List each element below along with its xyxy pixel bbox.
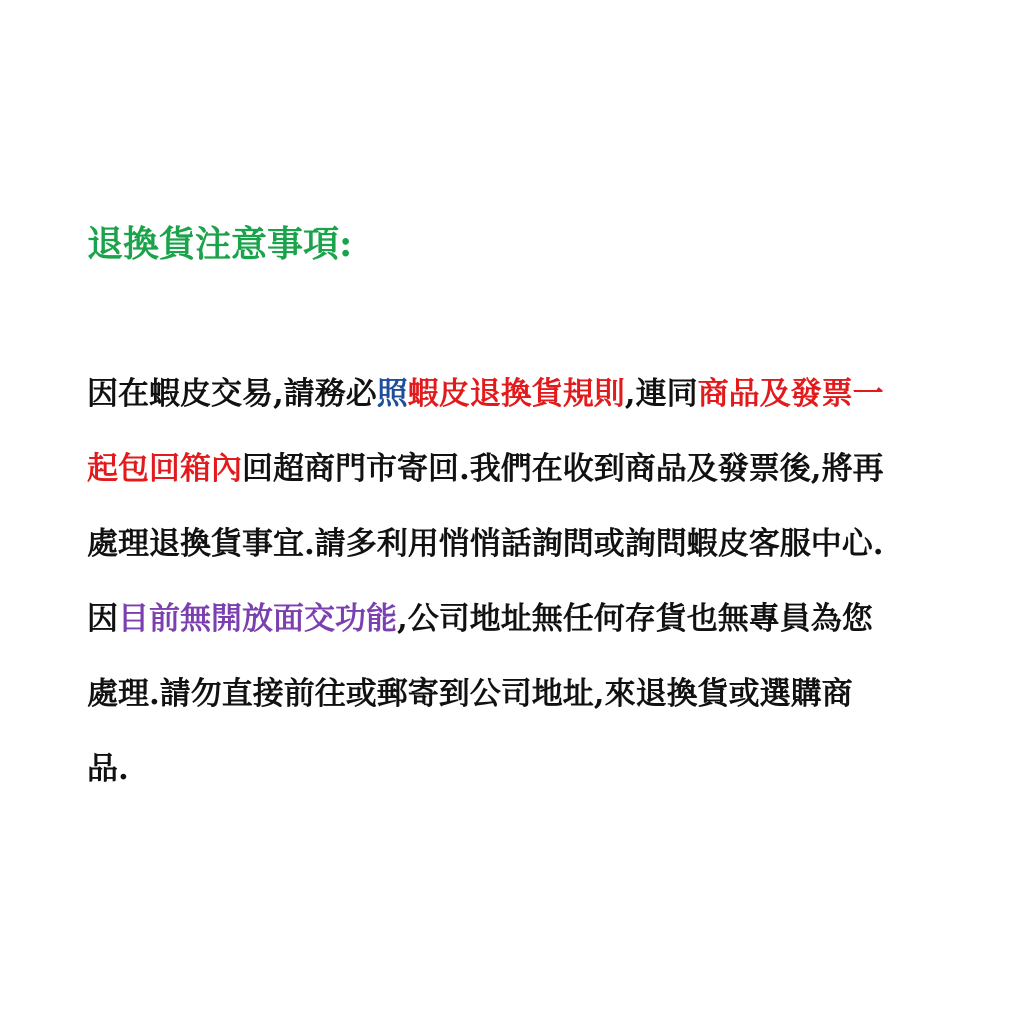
line-6-text: 品. [87, 751, 129, 787]
notice-line-5 [87, 669, 853, 719]
line-1-highlight-red-2: 商品及發票一 [697, 376, 884, 412]
line-5-text: 處理.請勿直接前往或郵寄到公司地址,來退換貨或選購商 [87, 676, 853, 712]
line-1-text: 因在蝦皮交易,請務必 [87, 376, 377, 412]
line-2-highlight-red: 起包回箱內 [87, 451, 242, 487]
line-2-text: 回超商門市寄回.我們在收到商品及發票後,將再 [242, 451, 884, 487]
notice-line-3 [87, 519, 884, 569]
notice-line-4 [87, 594, 873, 644]
line-1-highlight-blue: 照 [376, 376, 408, 412]
line-3-text: 處理退換貨事宜.請多利用悄悄話詢問或詢問蝦皮客服中心. [87, 526, 884, 562]
line-4-text: 因 [87, 601, 118, 637]
line-4-text-2: ,公司地址無任何存貨也無專員為您 [397, 601, 873, 637]
notice-title: 退換貨注意事項: [87, 223, 353, 265]
notice-line-6 [87, 744, 129, 794]
notice-line-2 [87, 444, 884, 494]
line-4-highlight-purple: 目前無開放面交功能 [118, 601, 397, 637]
line-1-highlight-red: 蝦皮退換貨規則 [407, 376, 625, 412]
notice-line-1 [87, 369, 884, 419]
line-1-text-2: ,連同 [624, 376, 698, 412]
